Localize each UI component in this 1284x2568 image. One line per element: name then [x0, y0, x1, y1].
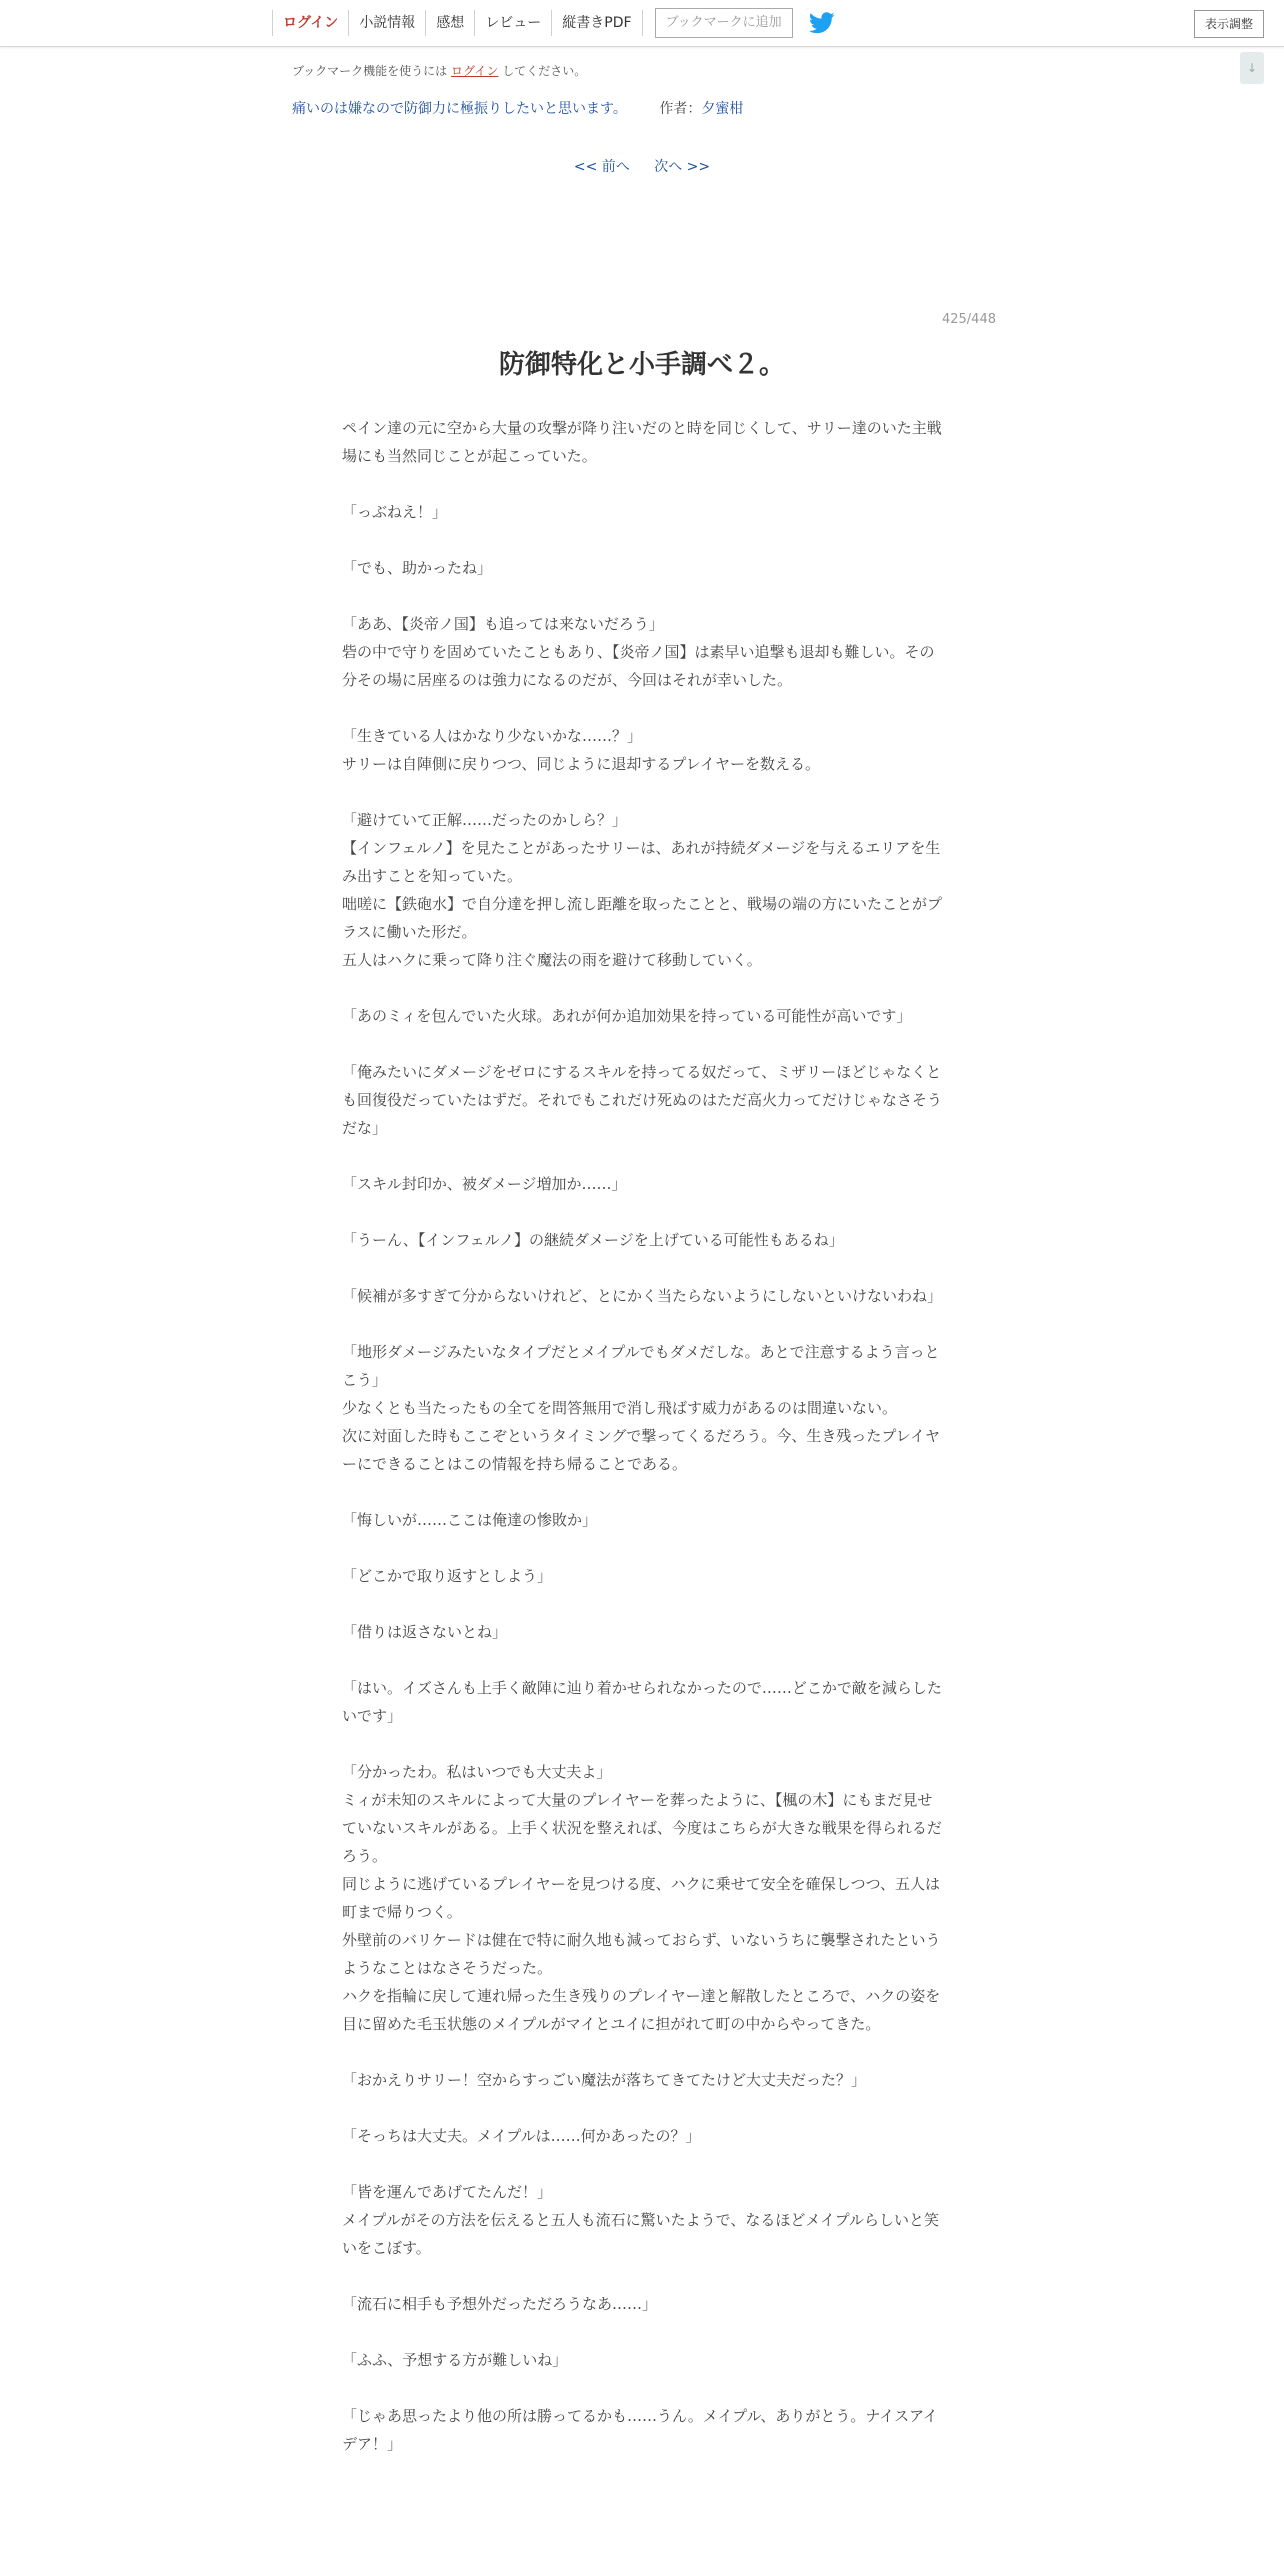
- author-link[interactable]: 夕蜜柑: [701, 101, 744, 117]
- main-nav: [272, 0, 835, 46]
- blank-line: [342, 1478, 942, 1506]
- body-paragraph: 「地形ダメージみたいなタイプだとメイプルでもダメだしな。あとで注意するよう言っとこう」: [342, 1343, 940, 1389]
- body-paragraph: 「じゃあ思ったより他の所は勝ってるかも……うん。メイプル、ありがとう。ナイスアイデア！」: [342, 2407, 938, 2453]
- chapter-number: 425/448: [941, 312, 996, 327]
- blank-line: [342, 2318, 942, 2346]
- blank-line: [342, 2150, 942, 2178]
- blank-line: [342, 1534, 942, 1562]
- blank-line: [342, 2038, 942, 2066]
- body-paragraph: 「悔しいが……ここは俺達の惨敗か」: [342, 1511, 598, 1529]
- body-paragraph: 次に対面した時もここぞというタイミングで撃ってくるだろう。今、生き残ったプレイヤーにできることはこの情報を持ち帰ることである。: [342, 1427, 941, 1473]
- body-paragraph: 「借りは返さないとね」: [342, 1623, 508, 1641]
- body-paragraph: 「生きている人はかなり少ないかな……？」: [342, 727, 643, 745]
- body-paragraph: 同じように逃げているプレイヤーを見つける度、ハクに乗せて安全を確保しつつ、五人は町まで帰りつく。: [342, 1875, 941, 1921]
- nav-vertical-pdf-link[interactable]: 縦書きPDF: [551, 10, 642, 36]
- nav-login-link[interactable]: ログイン: [272, 10, 348, 36]
- body-paragraph: 「おかえりサリー！空からすっごい魔法が落ちてきてたけど大丈夫だった？」: [342, 2071, 866, 2089]
- twitter-bird-icon[interactable]: [809, 12, 835, 34]
- body-paragraph: 【インフェルノ】を見たことがあったサリーは、あれが持続ダメージを与えるエリアを生み出すことを知っていた。: [342, 839, 941, 885]
- blank-line: [342, 974, 942, 1002]
- bookmark-notice-login-link[interactable]: ログイン: [451, 64, 499, 78]
- body-paragraph: 咄嗟に【鉄砲水】で自分達を押し流し距離を取ったことと、戦場の端の方にいたことがプラスに働いた形だ。: [342, 895, 943, 941]
- blank-line: [342, 1310, 942, 1338]
- body-paragraph: 少なくとも当たったもの全てを問答無用で消し飛ばす威力があるのは間違いない。: [342, 1399, 898, 1417]
- chapter-body: [342, 414, 942, 2458]
- add-bookmark-button[interactable]: ブックマークに追加: [655, 8, 793, 38]
- body-paragraph: 「候補が多すぎて分からないけれど、とにかく当たらないようにしないといけないわね」: [342, 1287, 943, 1305]
- bookmark-notice-prefix: ブックマーク機能を使うには: [292, 64, 448, 78]
- body-paragraph: 「そっちは大丈夫。メイプルは……何かあったの？」: [342, 2127, 701, 2145]
- nav-impressions-link[interactable]: 感想: [425, 10, 474, 36]
- body-paragraph: 「避けていて正解……だったのかしら？」: [342, 811, 628, 829]
- prev-chapter-link[interactable]: << 前へ: [573, 159, 630, 175]
- body-paragraph: 「はい。イズさんも上手く敵陣に辿り着かせられなかったので……どこかで敵を減らしたいです」: [342, 1679, 942, 1725]
- body-paragraph: 「分かったわ。私はいつでも大丈夫よ」: [342, 1763, 612, 1781]
- nav-review-link[interactable]: レビュー: [474, 10, 551, 36]
- blank-line: [342, 1590, 942, 1618]
- body-paragraph: 五人はハクに乗って降り注ぐ魔法の雨を避けて移動していく。: [342, 951, 762, 969]
- body-paragraph: 「俺みたいにダメージをゼロにするスキルを持ってる奴だって、ミザリーほどじゃなくとも回復役だっていたはずだ。それでもこれだけ死ぬのはただ高火力ってだけじゃなさそうだな」: [342, 1063, 943, 1137]
- body-paragraph: 「あのミィを包んでいた火球。あれが何か追加効果を持っている可能性が高いです」: [342, 1007, 912, 1025]
- blank-line: [342, 1730, 942, 1758]
- blank-line: [342, 1030, 942, 1058]
- body-paragraph: ハクを指輪に戻して連れ帰った生き残りのプレイヤー達と解散したところで、ハクの姿を目に留めた毛玉状態のメイプルがマイとユイに担がれて町の中からやってきた。: [342, 1987, 941, 2033]
- body-paragraph: ペイン達の元に空から大量の攻撃が降り注いだのと時を同じくして、サリー達のいた主戦場にも当然同じことが起こっていた。: [342, 419, 942, 465]
- blank-line: [342, 778, 942, 806]
- body-paragraph: 「流石に相手も予想外だっただろうなあ……」: [342, 2295, 658, 2313]
- blank-line: [342, 2094, 942, 2122]
- body-paragraph: サリーは自陣側に戻りつつ、同じように退却するプレイヤーを数える。: [342, 755, 821, 773]
- blank-line: [342, 2262, 942, 2290]
- scroll-down-icon[interactable]: ↓: [1240, 52, 1264, 84]
- body-paragraph: 「スキル封印か、被ダメージ増加か……」: [342, 1175, 627, 1193]
- body-paragraph: ミィが未知のスキルによって大量のプレイヤーを葬ったように、【楓の木】にもまだ見せていないスキルがある。上手く状況を整えれば、今度はこちらが大きな戦果を得られるだろう。: [342, 1791, 942, 1865]
- body-paragraph: メイプルがその方法を伝えると五人も流石に驚いたようで、なるほどメイプルらしいと笑いをこぼす。: [342, 2211, 940, 2257]
- novel-title-link[interactable]: 痛いのは嫌なので防御力に極振りしたいと思います。: [292, 101, 627, 117]
- body-paragraph: 「っぶねえ！」: [342, 503, 448, 521]
- body-paragraph: 「どこかで取り返すとしよう」: [342, 1567, 553, 1585]
- blank-line: [342, 1198, 942, 1226]
- body-paragraph: 「うーん、【インフェルノ】の継続ダメージを上げている可能性もあるね」: [342, 1231, 844, 1249]
- body-paragraph: 「でも、助かったね」: [342, 559, 493, 577]
- body-paragraph: 「ああ、【炎帝ノ国】も追っては来ないだろう」: [342, 615, 664, 633]
- body-paragraph: 外壁前のバリケードは健在で特に耐久地も減っておらず、いないうちに襲撃されたというようなことはなさそうだった。: [342, 1931, 941, 1977]
- author-label: 作者：: [659, 101, 702, 117]
- bookmark-notice-suffix: してください。: [502, 64, 587, 78]
- next-chapter-link[interactable]: 次へ >>: [654, 159, 711, 175]
- blank-line: [342, 582, 942, 610]
- blank-line: [342, 694, 942, 722]
- blank-line: [342, 1646, 942, 1674]
- top-navigation-bar: [0, 0, 1284, 47]
- blank-line: [342, 2374, 942, 2402]
- body-paragraph: 砦の中で守りを固めていたこともあり、【炎帝ノ国】は素早い追撃も退却も難しい。その分その場に居座るのは強力になるのだが、今回はそれが幸いした。: [342, 643, 935, 689]
- blank-line: [342, 1254, 942, 1282]
- body-paragraph: 「ふふ、予想する方が難しいね」: [342, 2351, 568, 2369]
- blank-line: [342, 1142, 942, 1170]
- blank-line: [342, 470, 942, 498]
- body-paragraph: 「皆を運んであげてたんだ！」: [342, 2183, 553, 2201]
- blank-line: [342, 526, 942, 554]
- chapter-pager: [0, 156, 1284, 176]
- nav-novel-info-link[interactable]: 小説情報: [348, 10, 425, 36]
- display-settings-button[interactable]: 表示調整: [1194, 10, 1264, 38]
- novel-header: [292, 98, 743, 118]
- chapter-title: 防御特化と小手調べ２。: [498, 350, 785, 380]
- bookmark-login-notice: [292, 62, 586, 79]
